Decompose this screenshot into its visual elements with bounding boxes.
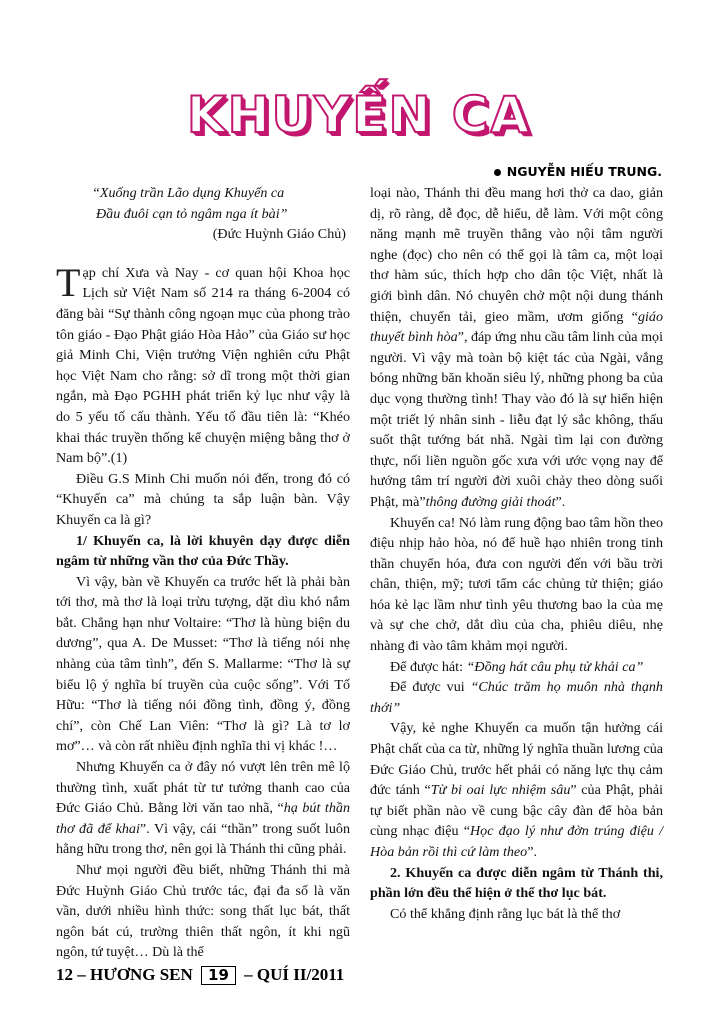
bullet-icon (494, 169, 501, 176)
epigraph-line-1: “Xuống trần Lão dụng Khuyến ca (92, 185, 285, 201)
author-name: NGUYỄN HIẾU TRUNG. (506, 164, 662, 179)
epigraph-source: (Đức Huỳnh Giáo Chủ) (212, 226, 346, 243)
issue-number: 19 (201, 966, 236, 985)
drop-cap: T (56, 259, 81, 305)
paragraph: Vì vậy, bàn về Khuyến ca trước hết là phải bàn tới thơ, mà thơ là loại trừu tượng, dặt dìu khó nắm bắt. Chẳng hạn như Voltaire: “Thơ là hùng biện du dương”, qua A. De Musset: “Thơ là tiếng nói nhẹ nhàng của tâm tình”, đến S. Mallarme: “Thơ là sự biểu lộ ý nghĩa bí truyền của cuộc sống”. Với Tố Hữu: “Thơ là tiếng nói đồng tình, đồng ý, đồng chí”, còn Chế Lan Viên: “Thơ là gì? Là tơ lơ mơ”… và còn rất nhiều định nghĩa thi vị khác !… (56, 573, 350, 755)
paragraph: Điều G.S Minh Chi muốn nói đến, trong đó có “Khuyến ca” mà chúng ta sắp luận bàn. Vậy Khuyến ca là gì? (56, 470, 350, 528)
intro-paragraph: Tạp chí Xưa và Nay - cơ quan hội Khoa học Lịch sử Việt Nam số 214 ra tháng 6-2004 có đăng bài “Sự thành công ngoạn mục của phong trào tôn giáo - Đạo Phật giáo Hòa Hảo” của Giáo sư học giả Minh Chi, Viện trưởng Viện nghiên cứu Phật học Việt Nam cho rằng: sở dĩ trong một thời gian ngắn, mà Đạo PGHH phát triển kỷ lục như vậy là do 5 yếu tố cấu thành. Yếu tố đầu tiên là: “Khéo khai thác truyền thống kể chuyện miệng bằng thơ ở Nam bộ”.(1) (56, 259, 350, 467)
verse-quote: Để được vui “Chúc trăm họ muôn nhà thạnh thới” (370, 679, 663, 716)
footer-prefix: 12 – HƯƠNG SEN (56, 965, 193, 984)
section-heading-1: 1/ Khuyến ca, là lời khuyên dạy được diễn ngâm từ những vần thơ của Đức Thầy. (56, 532, 350, 570)
paragraph: Có thể khẳng định rằng lục bát là thể thơ (390, 905, 621, 922)
paragraph: Vậy, kẻ nghe Khuyến ca muốn tận hưởng cái Phật chất của ca từ, những lý nghĩa thuần lương của Đức Giáo Chủ, trước hết phải có năng lực thụ cảm đức tánh “Từ bi oai lực nhiệm sâu” của Phật, phải tự biết phần nào về cung bậc cây đàn để hòa bản cùng nhạc điệu “Học đạo lý như đờn trúng điệu / Hòa bản rồi thì cứ làm theo”. (370, 720, 664, 860)
spacer (56, 245, 350, 263)
paragraph: Như mọi người đều biết, những Thánh thi mà Đức Huỳnh Giáo Chủ trước tác, đại đa số là văn vần, dưới nhiều hình thức: song thất lục bát, thất ngôn bát cú, trường thiên thất ngôn, ít khi ngũ ngôn, tứ tuyệt… Dù là thể (56, 862, 350, 961)
section-heading-2: 2. Khuyến ca được diễn ngâm từ Thánh thi, phần lớn đều thể hiện ở thể thơ lục bát. (370, 864, 663, 902)
paragraph: Nhưng Khuyến ca ở đây nó vượt lên trên mê lộ thường tình, xuất phát từ tư tưởng thanh cao của Đức Giáo Chủ. Bằng lời văn tao nhã, “hạ bút thần thơ đã để khai”. Vì vậy, cái “thần” trong suốt luôn hằng hữu trong thơ, nên gọi là Thánh thi cũng phải. (56, 759, 350, 858)
article-title: KHUYẾN CA (186, 86, 532, 144)
paragraph: loại nào, Thánh thi đều mang hơi thở ca dao, giản dị, rõ ràng, dễ đọc, dễ hiểu, dễ làm. Với một công năng mạnh mẽ truyền thẳng vào nội tâm người nghe (đọc) cho nên có thể gọi là tâm ca, một loại thơ hàm súc, thích hợp cho dân tộc Việt, nhất là giới bình dân. Nó chuyên chở một nội dung thánh thiện, chuyển tải, gieo mầm, ươm giống “giáo thuyết bình hòa”, đáp ứng nhu cầu tâm linh của mọi người. Vì vậy mà toàn bộ kiệt tác của Ngài, vắng bóng những băn khoăn siêu lý, những phong ba của dục vọng thường tình! Thay vào đó là sự hiển hiện một triết lý nhân sinh - liễu đạt lý sắc không, thấu suốt thật tướng bát nhã. Ngài tìm lại con đường thực, nối liền nguồn gốc xưa với ước vọng nay để hướng tâm trí người đời xuôi chảy theo dòng suối Phật, mà”thông đường giải thoát”. (370, 185, 663, 510)
author-byline (494, 164, 662, 179)
right-column (370, 183, 663, 924)
left-column (56, 183, 350, 963)
page-footer (56, 965, 344, 985)
verse-quote: Để được hát: “Đồng hát câu phụ tử khải ca” (390, 658, 644, 675)
paragraph: Khuyến ca! Nó làm rung động bao tâm hồn theo điệu nhịp hảo hòa, nó để huề hạo nhiên trong tinh thần chuyển hóa, đưa con người đến với bầu trời chân, thiện, mỹ; tươi tẩm các chủng tử thiện; giáo hóa kẻ lạc lầm như tình yêu thương bao la của mẹ và sự che chở, dắt dìu của cha, phiêu diêu, nhẹ nhàng đi vào tâm khảm mọi người. (370, 514, 663, 655)
epigraph-line-2: Đầu đuôi cạn tỏ ngâm nga ít bài” (96, 205, 288, 222)
footer-suffix: – QUÍ II/2011 (244, 965, 345, 984)
